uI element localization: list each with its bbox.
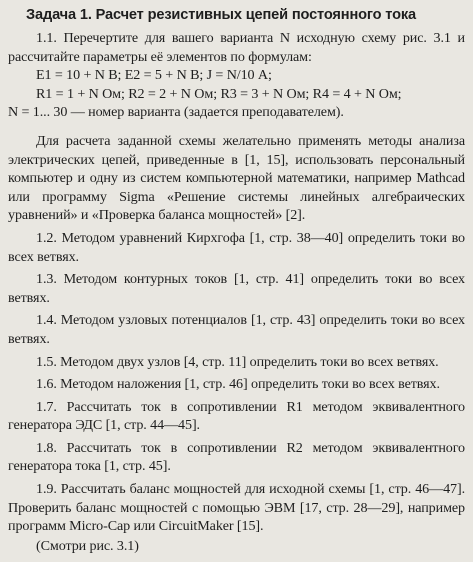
task-item-1-5: 1.5. Методом двух узлов [4, стр. 11] определить токи во всех ветвях. bbox=[36, 353, 439, 370]
method-paragraph: Для расчета заданной схемы желательно применять методы анализа электрических цепей, приведенные в [1, 15], использовать персональный компьютер и одну из систем компьютерной математики, например Mathcad или программу Sigma «Решение системы линейных алгебраических уравнений» и «Проверка баланса мощностей» [2]. bbox=[8, 132, 465, 224]
task-item-1-8: 1.8. Рассчитать ток в сопротивлении R2 методом эквивалентного генератора тока [1, стр. 45]. bbox=[8, 439, 465, 475]
task-item-1-9: 1.9. Рассчитать баланс мощностей для исходной схемы [1, стр. 46—47]. Проверить баланс мощностей с помощью ЭВМ [17, стр. 28—29], например программ Micro-Cap или CircuitMaker [15]. bbox=[8, 481, 465, 535]
task-item-1-4: 1.4. Методом узловых потенциалов [1, стр. 43] определить токи во всех ветвях. bbox=[8, 312, 465, 347]
formula-line-2: R1 = 1 + N Ом; R2 = 2 + N Ом; R3 = 3 + N Ом; R4 = 4 + N Ом; bbox=[36, 85, 402, 102]
formula-line-3: N = 1... 30 — номер варианта (задается преподавателем). bbox=[8, 104, 344, 121]
task-item-1-7: 1.7. Рассчитать ток в сопротивлении R1 методом эквивалентного генератора ЭДС [1, стр. 44—45]. bbox=[8, 398, 465, 434]
intro-paragraph: 1.1. Перечертите для вашего варианта N исходную схему рис. 3.1 и рассчитайте параметры её элементов по формулам: bbox=[8, 30, 465, 65]
task-item-1-2: 1.2. Методом уравнений Кирхгофа [1, стр. 38—40] определить токи во всех ветвях. bbox=[8, 229, 465, 265]
formula-line-1: E1 = 10 + N В; E2 = 5 + N В; J = N/10 А; bbox=[36, 67, 272, 84]
page-title: Задача 1. Расчет резистивных цепей постоянного тока bbox=[26, 7, 416, 23]
task-item-1-6: 1.6. Методом наложения [1, стр. 46] определить токи во всех ветвях. bbox=[36, 376, 440, 393]
figure-reference: (Смотри рис. 3.1) bbox=[36, 537, 139, 554]
task-item-1-3: 1.3. Методом контурных токов [1, стр. 41] определить токи во всех ветвях. bbox=[8, 271, 465, 306]
